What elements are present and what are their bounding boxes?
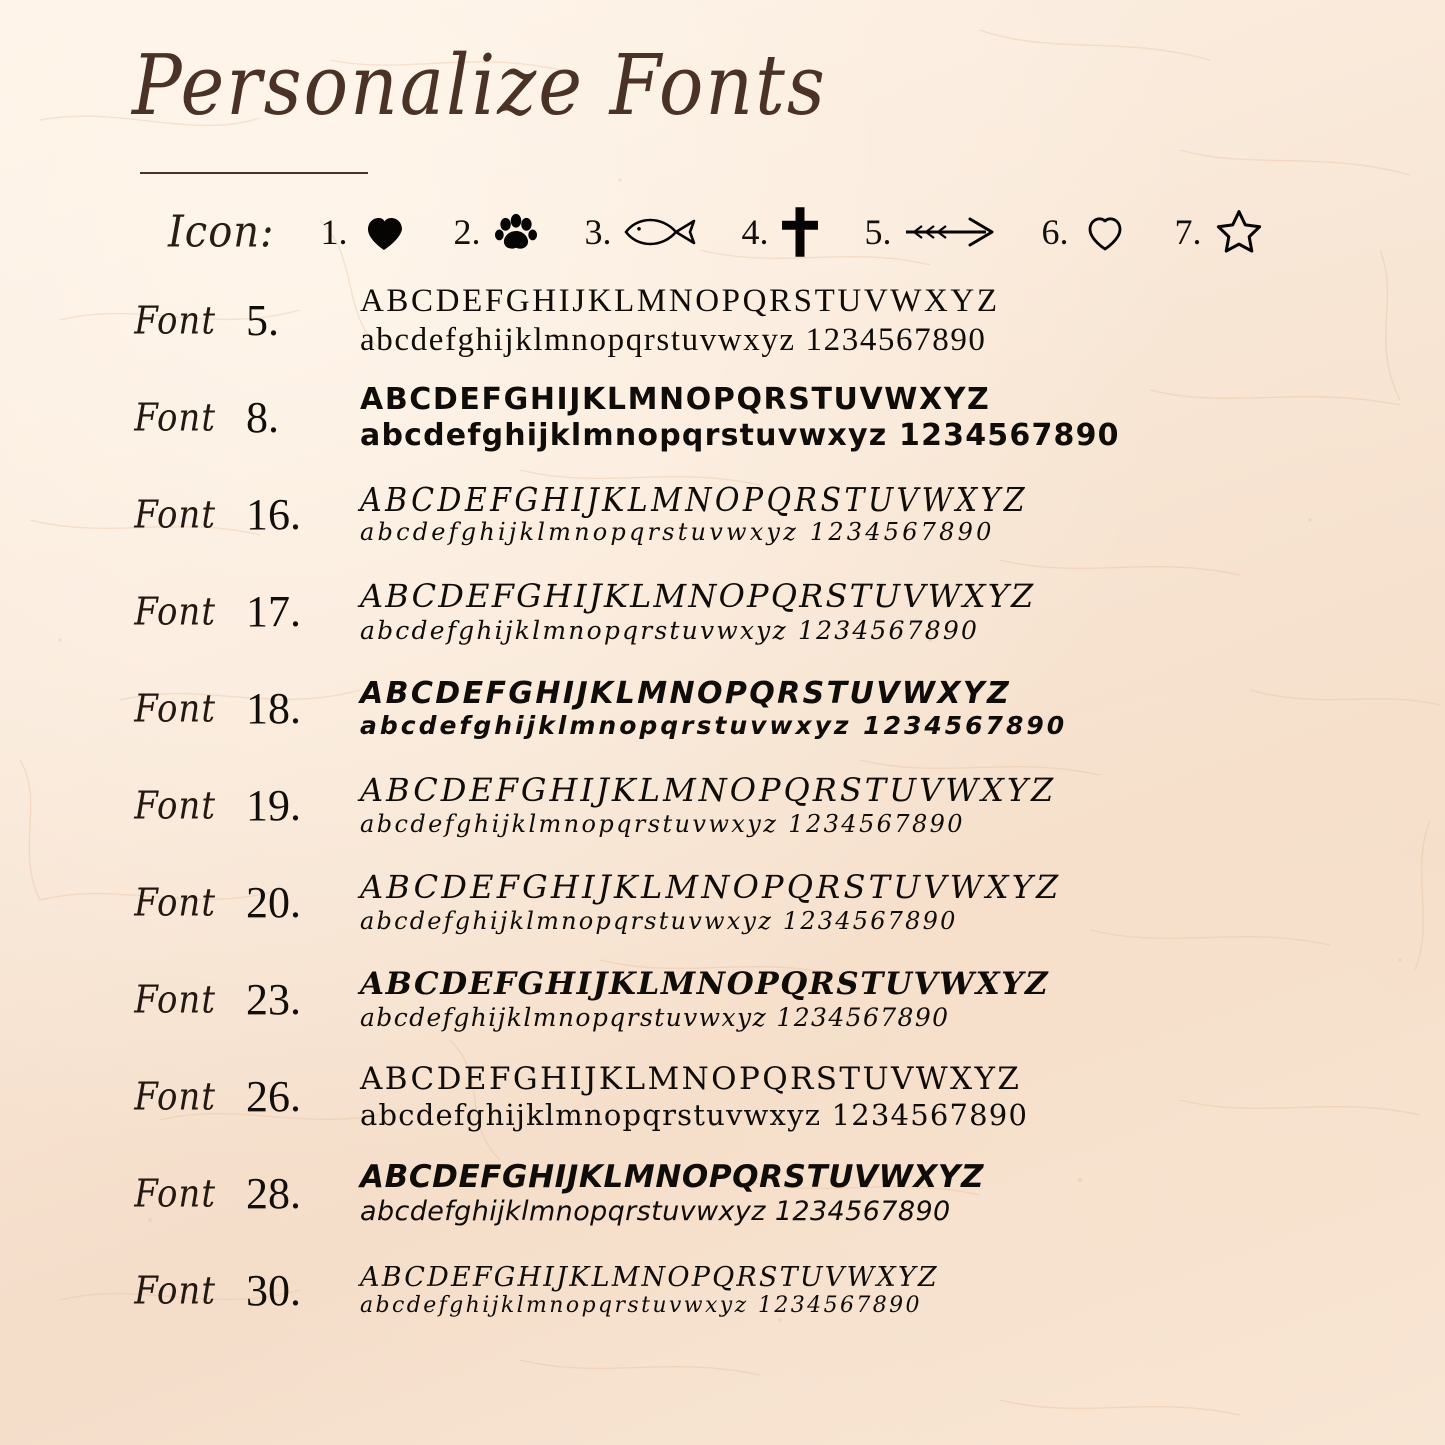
font-sample-uppercase: ABCDEFGHIJKLMNOPQRSTUVWXYZ — [360, 576, 1036, 615]
font-row-16[interactable] — [0, 466, 1445, 563]
font-row-number: 23. — [246, 975, 301, 1024]
star-outline-icon — [1212, 206, 1266, 258]
font-sample-lowercase: abcdefghijklmnopqrstuvwxyz 1234567890 — [360, 711, 1068, 741]
font-sample-uppercase: ABCDEFGHIJKLMNOPQRSTUVWXYZ — [360, 480, 1029, 520]
font-row-number: 18. — [246, 684, 301, 733]
heart-filled-icon — [358, 208, 410, 256]
icon-number: 1. — [320, 212, 348, 252]
cross-icon — [779, 205, 821, 259]
font-row-30[interactable] — [0, 1242, 1445, 1339]
font-row-label: Font — [134, 880, 216, 925]
font-row-label: Font — [134, 298, 216, 343]
font-row-label: Font — [134, 589, 216, 634]
page-title-wrap — [132, 38, 827, 135]
font-row-20[interactable] — [0, 854, 1445, 951]
icon-row — [168, 205, 1266, 259]
font-row-label: Font — [134, 1074, 216, 1119]
font-sample — [360, 676, 1445, 741]
font-sample — [360, 869, 1445, 935]
font-sample — [360, 382, 1445, 453]
icon-number: 3. — [584, 212, 612, 252]
font-sample — [360, 966, 1445, 1032]
font-row-18[interactable] — [0, 660, 1445, 757]
font-row-number: 20. — [246, 878, 301, 927]
font-sample-uppercase: ABCDEFGHIJKLMNOPQRSTUVWXYZ — [360, 771, 1057, 810]
font-sample — [360, 578, 1445, 645]
font-sample-uppercase: ABCDEFGHIJKLMNOPQRSTUVWXYZ — [360, 382, 991, 418]
font-row-number: 26. — [246, 1072, 301, 1121]
font-sample-lowercase: abcdefghijklmnopqrstuvwxyz 1234567890 — [360, 615, 980, 645]
font-sample-lowercase: abcdefghijklmnopqrstuvwxyz 1234567890 — [360, 518, 995, 547]
font-sample-lowercase: abcdefghijklmnopqrstuvwxyz 1234567890 — [360, 1195, 951, 1227]
font-row-number: 19. — [246, 781, 301, 830]
font-row-19[interactable] — [0, 757, 1445, 854]
icon-option-4[interactable] — [742, 205, 821, 259]
font-row-17[interactable] — [0, 563, 1445, 660]
icon-option-5[interactable] — [865, 211, 998, 253]
icon-option-6[interactable] — [1042, 208, 1131, 256]
page-title: Personalize Fonts — [132, 38, 827, 135]
font-sample — [360, 772, 1445, 838]
font-sample-uppercase: ABCDEFGHIJKLMNOPQRSTUVWXYZ — [360, 676, 1012, 712]
font-row-26[interactable] — [0, 1048, 1445, 1145]
font-row-5[interactable] — [0, 272, 1445, 369]
title-divider — [140, 172, 368, 174]
font-sample-lowercase: abcdefghijklmnopqrstuvwxyz 1234567890 — [360, 907, 958, 936]
font-row-8[interactable] — [0, 369, 1445, 466]
font-sample-uppercase: ABCDEFGHIJKLMNOPQRSTUVWXYZ — [360, 966, 1050, 1003]
paw-print-icon — [491, 207, 541, 257]
font-sample — [360, 480, 1445, 547]
font-sample-lowercase: abcdefghijklmnopqrstuvwxyz 1234567890 — [360, 1293, 922, 1319]
icon-option-1[interactable] — [321, 208, 410, 256]
font-sample — [360, 1159, 1445, 1227]
font-row-28[interactable] — [0, 1145, 1445, 1242]
font-sample — [360, 1061, 1445, 1132]
arrow-icon — [902, 215, 998, 249]
icon-number: 7. — [1174, 212, 1202, 252]
font-sample-lowercase: abcdefghijklmnopqrstuvwxyz 1234567890 — [360, 417, 1120, 453]
font-row-label: Font — [134, 1268, 216, 1313]
fish-outline-icon — [622, 211, 698, 253]
icon-number: 6. — [1041, 212, 1069, 252]
font-list — [0, 272, 1445, 1339]
font-row-23[interactable] — [0, 951, 1445, 1048]
icon-number: 5. — [864, 212, 892, 252]
icon-option-2[interactable] — [454, 207, 541, 257]
font-row-number: 17. — [246, 587, 301, 636]
icon-number: 4. — [741, 212, 769, 252]
font-sample — [360, 282, 1445, 360]
font-row-label: Font — [134, 977, 216, 1022]
heart-outline-icon — [1079, 208, 1131, 256]
font-sample — [360, 1262, 1445, 1320]
font-sample-lowercase: abcdefghijklmnopqrstuvwxyz 1234567890 — [360, 321, 987, 358]
font-sample-uppercase: ABCDEFGHIJKLMNOPQRSTUVWXYZ — [360, 1159, 985, 1196]
font-sample-uppercase: ABCDEFGHIJKLMNOPQRSTUVWXYZ — [360, 1061, 1022, 1098]
icon-number: 2. — [453, 212, 481, 252]
icon-option-3[interactable] — [585, 211, 698, 253]
font-sample-uppercase: ABCDEFGHIJKLMNOPQRSTUVWXYZ — [360, 868, 1062, 907]
font-sample-uppercase: ABCDEFGHIJKLMNOPQRSTUVWXYZ — [360, 1261, 939, 1293]
font-row-number: 16. — [246, 490, 301, 539]
font-row-number: 30. — [246, 1266, 301, 1315]
font-row-label: Font — [134, 395, 216, 440]
font-row-label: Font — [134, 783, 216, 828]
font-row-label: Font — [134, 492, 216, 537]
icon-row-label: Icon: — [168, 206, 275, 258]
font-sample-lowercase: abcdefghijklmnopqrstuvwxyz 1234567890 — [360, 810, 965, 839]
font-row-number: 8. — [246, 393, 279, 442]
font-sample-uppercase: ABCDEFGHIJKLMNOPQRSTUVWXYZ — [360, 282, 1000, 319]
icon-option-7[interactable] — [1175, 206, 1266, 258]
font-sample-lowercase: abcdefghijklmnopqrstuvwxyz 1234567890 — [360, 1003, 950, 1033]
font-sample-lowercase: abcdefghijklmnopqrstuvwxyz 1234567890 — [360, 1097, 1029, 1132]
font-row-label: Font — [134, 686, 216, 731]
font-row-label: Font — [134, 1171, 216, 1216]
font-row-number: 5. — [246, 296, 279, 345]
font-row-number: 28. — [246, 1169, 301, 1218]
